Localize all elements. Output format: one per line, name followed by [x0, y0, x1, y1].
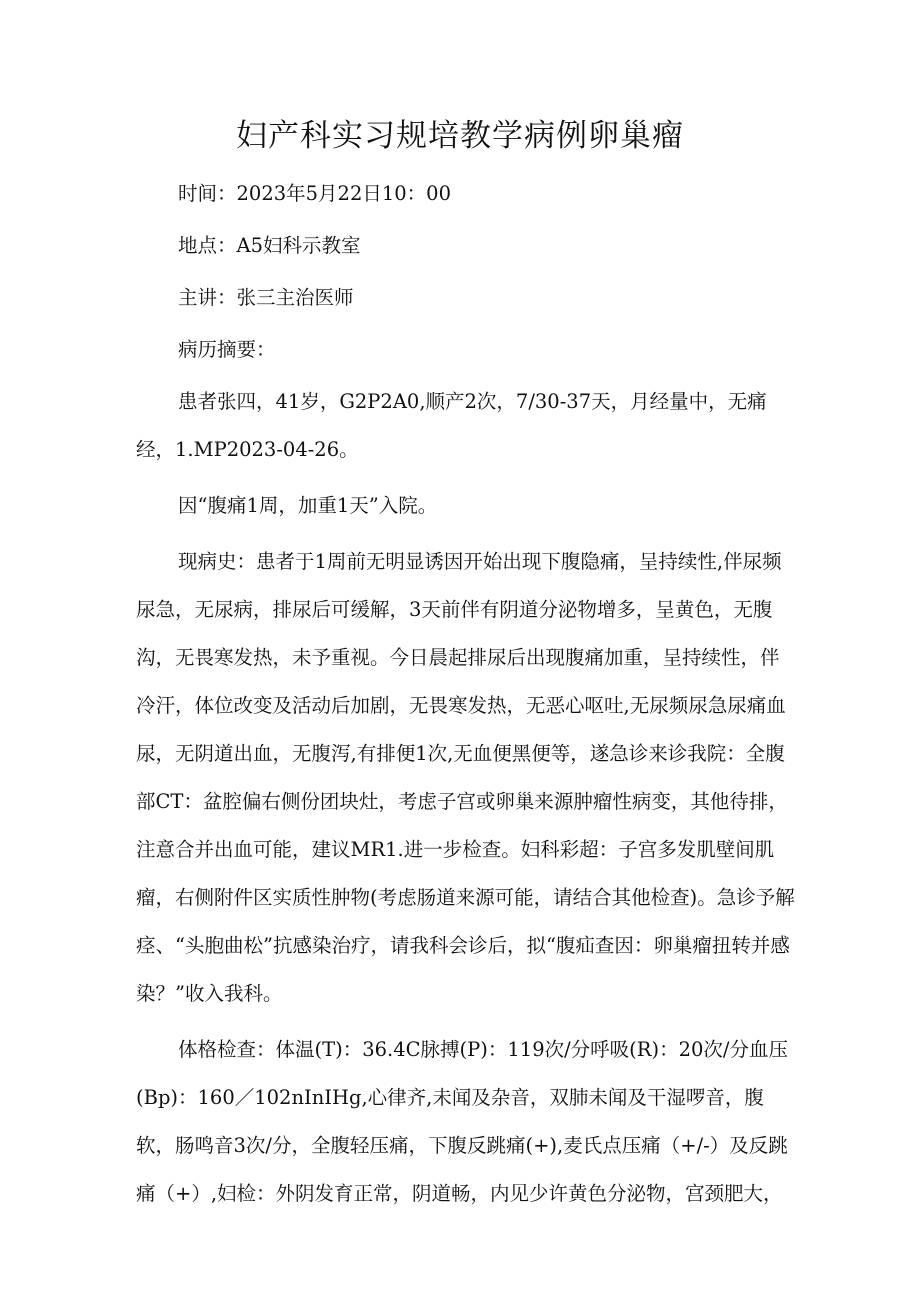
chief-complaint-paragraph: 因“腹痛1周，加重1天”入院。: [178, 494, 438, 517]
location-line: 地点：A5妇科示教室: [178, 234, 361, 257]
patient-info-paragraph: 患者张四，41岁，G2P2A0,顺产2次，7/30-37天，月经量中，无痛经，1.MP2023-04-26。: [136, 390, 767, 461]
time-line: 时间：2023年5月22日10：00: [178, 182, 451, 205]
document-body: [136, 170, 796, 1226]
lecturer-line: 主讲：张三主治医师: [178, 286, 354, 309]
physical-exam-paragraph: 体格检查：体温(T)：36.4C脉搏(P)：119次/分呼吸(R)：20次/分血压(Bp)：160／102nInIHg,心律齐,未闻及杂音，双肺未闻及干湿啰音，腹软，肠鸣音3次/分，全腹轻压痛，下腹反跳痛(+),麦氏点压痛（+/-）及反跳痛（+）,妇检：外阴发育正常，阴道畅，内见少许黄色分泌物，宫颈肥大，: [136, 1038, 788, 1205]
present-history-paragraph: 现病史：患者于1周前无明显诱因开始出现下腹隐痛，呈持续性,伴尿频尿急，无尿病，排尿后可缓解，3天前伴有阴道分泌物增多，呈黄色，无腹沟，无畏寒发热，未予重视。今日晨起排尿后出现腹痛加重，呈持续性，伴冷汗，体位改变及活动后加剧，无畏寒发热，无恶心呕吐,无尿频尿急尿痛血尿，无阴道出血，无腹泻,有排便1次,无血便黑便等，遂急诊来诊我院：全腹部CT：盆腔偏右侧份团块灶，考虑子宫或卵巢来源肿瘤性病变，其他待排，注意合并出血可能，建议MR1.进一步检查。妇科彩超：子宫多发肌壁间肌瘤，右侧附件区实质性肿物(考虑肠道来源可能，请结合其他检查)。急诊予解痉、“头胞曲松”抗感染治疗，请我科会诊后，拟“腹疝查因：卵巢瘤扭转并感染？”收入我科。: [136, 550, 795, 1005]
summary-heading: 病历摘要：: [178, 338, 276, 361]
document-title: 妇产科实习规培教学病例卵巢瘤: [236, 118, 684, 154]
